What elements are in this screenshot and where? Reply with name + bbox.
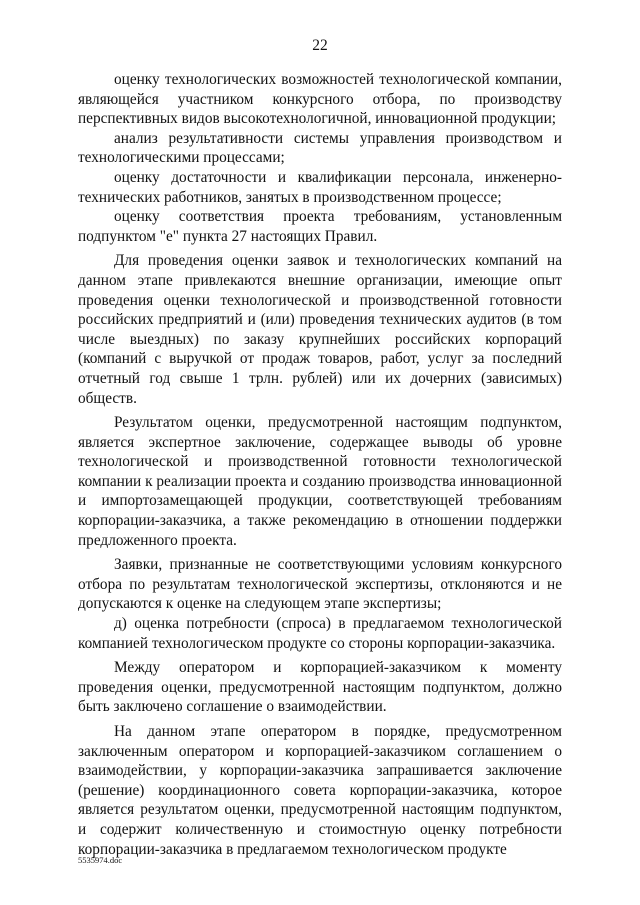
file-name-footer: 5535974.doc (78, 855, 123, 865)
paragraph-8: д) оценка потребности (спроса) в предлагаемом технологической компанией технологическом продукте со стороны корпорации-заказчика. (78, 615, 562, 652)
paragraph-6: Результатом оценки, предусмотренной настоящим подпунктом, является экспертное заключение, содержащее выводы об уровне технологической и производственной готовности технологической компании к реализации проекта и созданию производства инновационной и импортозамещающей продукции, соответствующей требованиям корпорации-заказчика, а также рекомендацию в отношении поддержки предложенного проекта. (78, 414, 562, 549)
page-number: 22 (312, 37, 328, 54)
paragraph-9: Между оператором и корпорацией-заказчиком к моменту проведения оценки, предусмотренной настоящим подпунктом, должно быть заключено соглашение о взаимодействии. (78, 659, 562, 716)
paragraph-10: На данном этапе оператором в порядке, предусмотренном заключенным оператором и корпорацией-заказчиком соглашением о взаимодействии, у корпорации-заказчика запрашивается заключение (решение) координационного совета корпорации-заказчика, которое является результатом оценки, предусмотренной настоящим подпунктом, и содержит количественную и стоимостную оценку потребности корпорации-заказчика в предлагаемом технологическом продукте (78, 723, 562, 858)
paragraph-4: оценку соответствия проекта требованиям, установленным подпунктом "е" пункта 27 настоящих Правил. (78, 208, 562, 245)
paragraph-5: Для проведения оценки заявок и технологических компаний на данном этапе привлекаются внешние организации, имеющие опыт проведения оценки технологической и производственной готовности российских предприятий и (или) проведения технических аудитов (в том числе выездных) по заказу крупнейших российских корпораций (компаний с выручкой от продаж товаров, работ, услуг за последний отчетный год свыше 1 трлн. рублей) или их дочерних (зависимых) обществ. (78, 252, 562, 407)
paragraph-2: анализ результативности системы управления производством и технологическими процессами; (78, 129, 562, 167)
paragraph-1: оценку технологических возможностей технологической компании, являющейся участником конкурсного отбора, по производству перспективных видов высокотехнологичной, инновационной продукции; (78, 71, 562, 128)
paragraph-7: Заявки, признанные не соответствующими условиям конкурсного отбора по результатам технологической экспертизы, отклоняются и не допускаются к оценке на следующем этапе экспертизы; (78, 556, 562, 613)
paragraph-3: оценку достаточности и квалификации персонала, инженерно-технических работников, занятых в производственном процессе; (78, 168, 562, 206)
document-body (78, 70, 562, 859)
